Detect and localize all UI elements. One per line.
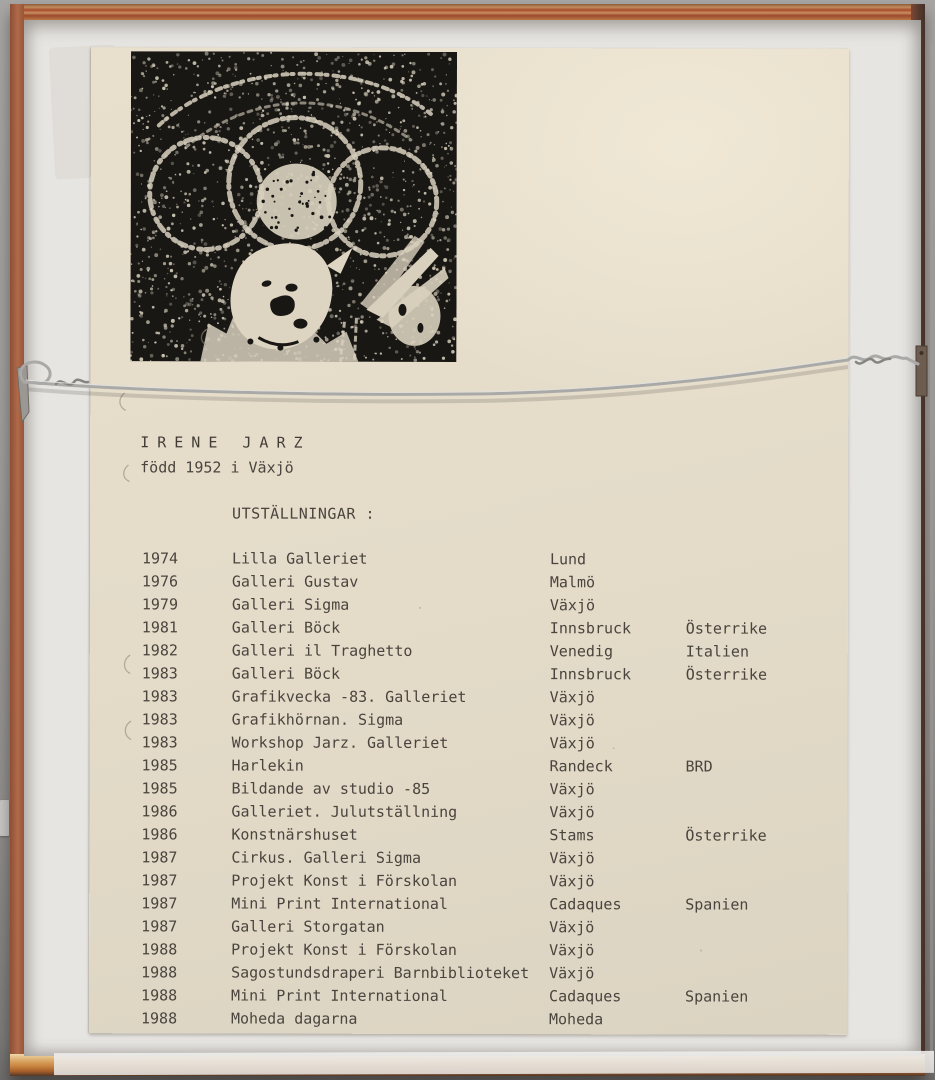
exhibition-title: Galleri Sigma: [231, 595, 350, 614]
exhibition-row: [89, 938, 847, 963]
exhibition-row: [90, 616, 848, 641]
exhibition-city: Växjö: [549, 803, 595, 822]
exhibition-city: Malmö: [549, 573, 596, 592]
frame-left-edge: [10, 4, 24, 1076]
exhibition-year: 1988: [141, 963, 178, 982]
exhibition-title: Galleri Böck: [231, 618, 341, 637]
exhibition-year: 1988: [141, 986, 178, 1005]
exhibition-city: Venedig: [549, 642, 614, 661]
exhibition-city: Växjö: [549, 780, 595, 799]
exhibition-country: Österrike: [685, 826, 767, 845]
exhibition-row: [90, 731, 848, 756]
exhibition-city: Moheda: [548, 1010, 604, 1029]
exhibition-title: Cirkus. Galleri Sigma: [231, 848, 422, 867]
woodcut-print: [130, 51, 457, 362]
exhibition-row: [90, 662, 848, 687]
exhibition-city: Lund: [549, 550, 587, 569]
exhibition-row: [89, 1007, 847, 1032]
exhibition-city: Växjö: [549, 964, 595, 983]
exhibition-year: 1983: [141, 733, 178, 752]
exhibition-title: Galleriet. Julutställning: [231, 802, 458, 821]
exhibition-title: Harlekin: [231, 756, 304, 775]
exhibition-country: Österrike: [685, 619, 768, 638]
exhibition-year: 1985: [141, 756, 178, 775]
exhibition-city: Innsbruck: [549, 619, 632, 638]
exhibition-row: [89, 846, 847, 871]
exhibition-year: 1986: [141, 825, 178, 844]
exhibition-row: [90, 547, 848, 572]
exhibition-row: [90, 639, 848, 664]
exhibition-city: Växjö: [549, 849, 595, 868]
exhibition-row: [89, 984, 847, 1009]
exhibition-row: [90, 685, 848, 710]
exhibition-row: [90, 593, 848, 618]
exhibition-year: 1983: [141, 710, 178, 729]
exhibition-title: Projekt Konst i Förskolan: [231, 871, 458, 890]
exhibition-title: Grafikvecka -83. Galleriet: [231, 687, 467, 706]
exhibition-city: Innsbruck: [549, 665, 632, 684]
exhibition-row: [89, 800, 847, 825]
exhibition-title: Lilla Galleriet: [231, 549, 368, 568]
exhibition-title: Konstnärshuset: [231, 825, 358, 844]
exhibition-year: 1974: [141, 549, 179, 568]
exhibition-city: Cadaques: [549, 895, 622, 914]
exhibition-year: 1987: [141, 848, 178, 867]
exhibition-city: Växjö: [549, 918, 595, 937]
artist-name: IRENE JARZ: [140, 433, 311, 452]
backing-crease: [930, 44, 933, 1070]
tape-strip: [54, 1051, 934, 1075]
exhibition-year: 1982: [141, 641, 178, 660]
exhibition-title: Galleri Böck: [231, 664, 341, 683]
exhibition-city: Växjö: [549, 734, 595, 753]
exhibition-city: Cadaques: [549, 987, 622, 1006]
exhibition-city: Växjö: [549, 711, 595, 730]
exhibition-country: Spanien: [685, 895, 749, 914]
exhibition-row: [89, 961, 847, 986]
wall-fixture: [0, 800, 9, 836]
exhibition-title: Workshop Jarz. Galleriet: [231, 733, 449, 752]
exhibition-title: Mini Print International: [231, 986, 448, 1005]
exhibition-row: [89, 823, 847, 848]
frame-top-edge: [10, 4, 925, 20]
exhibition-title: Galleri Storgatan: [231, 917, 385, 936]
exhibition-year: 1988: [141, 940, 178, 959]
exhibition-year: 1988: [140, 1009, 178, 1028]
exhibition-city: Växjö: [549, 872, 595, 891]
exhibition-year: 1981: [141, 618, 178, 637]
exhibition-title: Bildande av studio -85: [231, 779, 431, 798]
exhibition-row: [89, 892, 847, 917]
exhibition-country: Italien: [685, 642, 750, 661]
exhibition-title: Galleri il Traghetto: [231, 641, 413, 660]
exhibition-country: BRD: [685, 757, 713, 776]
exhibition-city: Växjö: [549, 688, 595, 707]
exhibition-year: 1987: [141, 917, 178, 936]
exhibition-city: Stams: [549, 826, 595, 845]
exhibition-title: Sagostundsdraperi Barnbiblioteket: [231, 963, 530, 983]
exhibition-table: [89, 547, 848, 1032]
exhibition-title: Mini Print International: [231, 894, 449, 913]
exhibition-country: Spanien: [685, 987, 749, 1006]
exhibition-row: [89, 869, 847, 894]
exhibition-city: Randeck: [549, 757, 613, 776]
exhibition-sheet: [89, 47, 849, 1035]
exhibition-year: 1985: [141, 779, 178, 798]
exhibition-year: 1976: [141, 572, 179, 591]
exhibition-title: Galleri Gustav: [231, 572, 359, 591]
exhibition-title: Moheda dagarna: [230, 1009, 358, 1028]
exhibition-title: Grafikhörnan. Sigma: [231, 710, 404, 729]
exhibition-year: 1983: [141, 664, 178, 683]
exhibition-year: 1987: [141, 871, 178, 890]
artist-birth-line: född 1952 i Växjö: [140, 458, 294, 477]
exhibition-country: Österrike: [685, 665, 768, 684]
exhibition-title: Projekt Konst i Förskolan: [231, 940, 457, 959]
exhibition-row: [90, 708, 848, 733]
section-heading: UTSTÄLLNINGAR :: [232, 504, 376, 523]
exhibition-row: [89, 777, 847, 802]
exhibition-year: 1983: [141, 687, 178, 706]
exhibition-year: 1979: [141, 595, 179, 614]
exhibition-year: 1986: [141, 802, 178, 821]
exhibition-year: 1987: [141, 894, 178, 913]
exhibition-city: Växjö: [549, 941, 595, 960]
exhibition-row: [90, 754, 848, 779]
exhibition-row: [90, 570, 848, 595]
exhibition-city: Växjö: [549, 596, 596, 615]
exhibition-row: [89, 915, 847, 940]
